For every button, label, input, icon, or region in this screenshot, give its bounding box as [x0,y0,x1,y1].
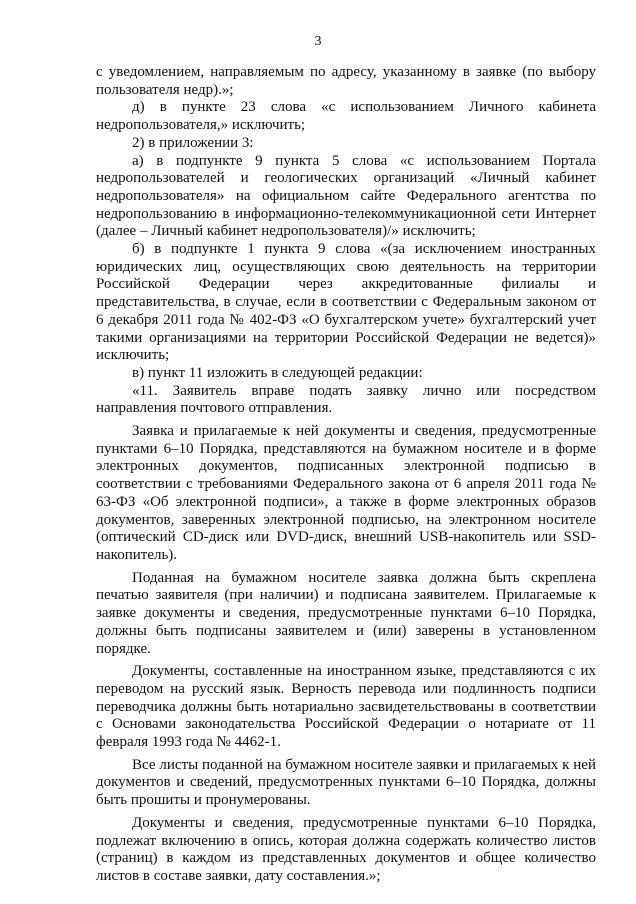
paragraph: б) в подпункте 1 пункта 9 слова «(за исключением иностранных юридических лиц, осуществляющих свою деятельность на территории Российской Федерации через аккредитованные филиалы и представительства, в случае, если в соответствии с Федеральным законом от 6 декабря 2011 года № 402-ФЗ «О бухгалтерском учете» бухгалтерский учет такими организациями на территории Российской Федерации не ведется)» исключить; [96,241,596,364]
paragraph: Документы, составленные на иностранном языке, представляются с их переводом на русский язык. Верность перевода или подлинность подписи переводчика должны быть нотариально засвидетельствованы в соответствии с Основами законодательства Российской Федерации о нотариате от 11 февраля 1993 года № 4462-1. [96,663,596,751]
paragraph: Документы и сведения, предусмотренные пунктами 6–10 Порядка, подлежат включению в опись, которая должна содержать количество листов (страниц) в каждом из представленных документов и общее количество листов в составе заявки, дату составления.»; [96,814,596,884]
paragraph: в) пункт 11 изложить в следующей редакции: [132,364,423,381]
document-body [96,64,596,886]
paragraph: Все листы поданной на бумажном носителе заявки и прилагаемых к ней документов и сведений, предусмотренных пунктами 6–10 Порядка, должны быть прошиты и пронумерованы. [96,756,596,809]
page-number: 3 [314,34,322,49]
paragraph: 2) в приложении 3: [132,134,254,151]
paragraph: Поданная на бумажном носителе заявка должна быть скреплена печатью заявителя (при наличии) и подписана заявителем. Прилагаемые к заявке документы и сведения, предусмотренные пунктами 6–10 Порядка, должны быть подписаны заявителем и (или) заверены в установленном порядке. [96,569,596,657]
paragraph: д) в пункте 23 слова «с использованием Личного кабинета недропользователя,» исключить; [96,99,596,134]
paragraph: с уведомлением, направляемым по адресу, указанному в заявке (по выбору пользователя недр).»; [96,64,596,98]
paragraph: а) в подпункте 9 пункта 5 слова «с использованием Портала недропользователей и геологических организаций «Личный кабинет недропользователя» на официальном сайте Федерального агентства по недропользованию в информационно-телекоммуникационной сети Интернет (далее – Личный кабинет недропользователя)/» исключить; [96,152,596,240]
paragraph: «11. Заявитель вправе подать заявку лично или посредством направления почтового отправления. [96,382,596,417]
paragraph: Заявка и прилагаемые к ней документы и сведения, предусмотренные пунктами 6–10 Порядка, представляются на бумажном носителе и в форме электронных документов, подписанных электронной подписью в соответствии с требованиями Федерального закона от 6 апреля 2011 года № 63-ФЗ «Об электронной подписи», а также в форме электронных образов документов, заверенных электронной подписью, на электронном носителе (оптический CD-диск или DVD-диск, внешний USB-накопитель или SSD-накопитель). [96,423,596,563]
